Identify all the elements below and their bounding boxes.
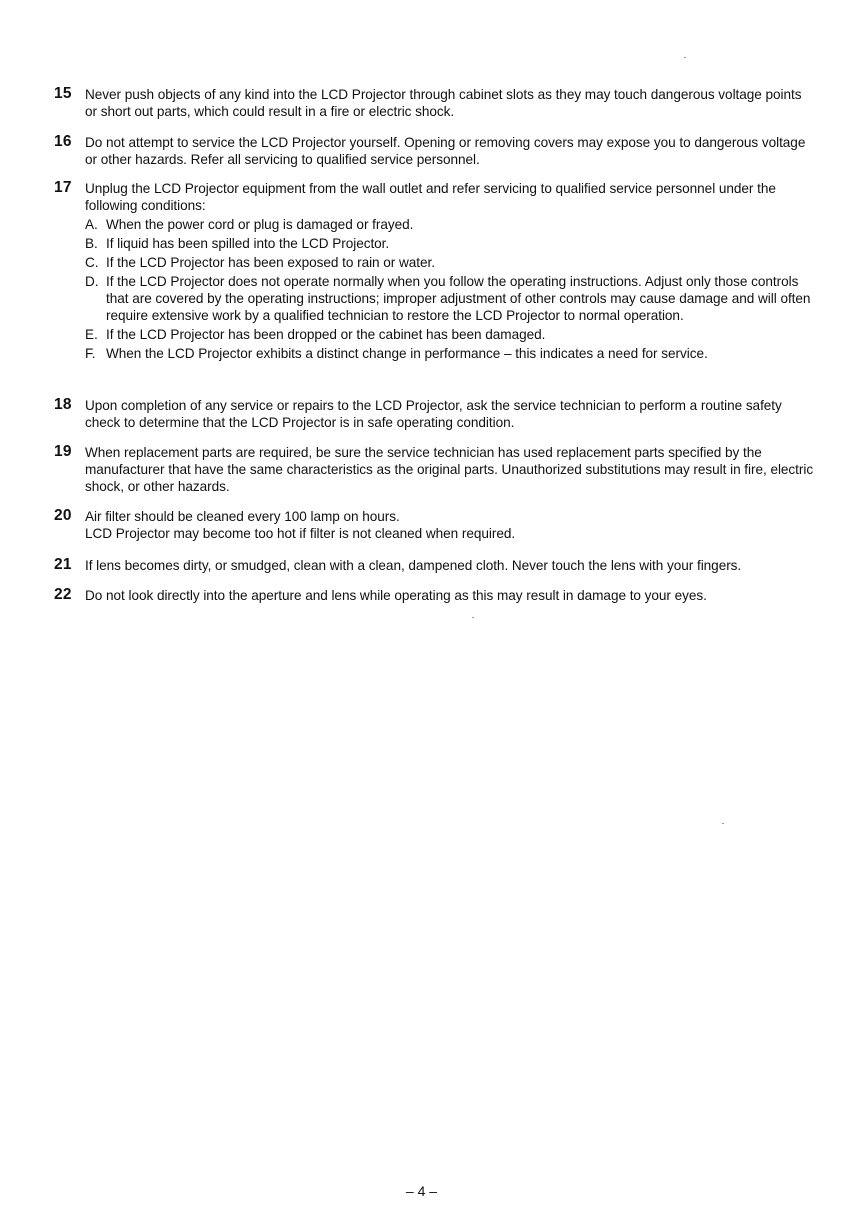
item-text: Never push objects of any kind into the LCD Projector through cabinet slots as they may touch dangerous voltage points or short out parts, which could result in a fire or electric shock. [85, 87, 802, 119]
condition-text: If the LCD Projector has been exposed to rain or water. [106, 255, 435, 270]
item-text: If lens becomes dirty, or smudged, clean with a clean, dampened cloth. Never touch the lens with your fingers. [85, 558, 742, 573]
condition-item-a [85, 216, 814, 233]
item-number: 17 [54, 179, 72, 196]
condition-letter: A. [85, 217, 98, 232]
item-number: 20 [54, 507, 72, 524]
safety-item-20 [54, 508, 814, 542]
safety-item-22 [54, 587, 814, 604]
scan-speck [684, 57, 686, 58]
condition-text: When the LCD Projector exhibits a distinct change in performance – this indicates a need for service. [106, 346, 708, 361]
item-number: 16 [54, 133, 72, 150]
safety-item-21 [54, 557, 814, 574]
item-number: 19 [54, 443, 72, 460]
condition-list [54, 216, 814, 362]
safety-item-16 [54, 134, 814, 168]
item-text: Air filter should be cleaned every 100 lamp on hours. [85, 509, 400, 524]
condition-text: If liquid has been spilled into the LCD Projector. [106, 236, 390, 251]
condition-text: If the LCD Projector has been dropped or the cabinet has been damaged. [106, 327, 546, 342]
scan-speck [472, 617, 474, 618]
item-number: 18 [54, 396, 72, 413]
condition-item-c [85, 254, 814, 271]
item-text-second-line: LCD Projector may become too hot if filter is not cleaned when required. [85, 526, 516, 541]
condition-letter: F. [85, 346, 96, 361]
condition-letter: E. [85, 327, 98, 342]
item-text: Do not look directly into the aperture and lens while operating as this may result in damage to your eyes. [85, 588, 707, 603]
safety-item-17 [54, 180, 814, 364]
condition-letter: B. [85, 236, 98, 251]
condition-letter: C. [85, 255, 99, 270]
condition-text: If the LCD Projector does not operate normally when you follow the operating instructions. Adjust only those controls that are covered by the operating instructions; improper adjustment of other controls may cause damage and will often require extensive work by a qualified technician to restore the LCD Projector to normal operation. [106, 274, 811, 323]
item-number: 21 [54, 556, 72, 573]
condition-item-e [85, 326, 814, 343]
item-text: Upon completion of any service or repairs to the LCD Projector, ask the service technician to perform a routine safety check to determine that the LCD Projector is in safe operating condition. [85, 398, 782, 430]
condition-item-d [85, 273, 814, 324]
safety-item-18 [54, 397, 814, 431]
item-text: When replacement parts are required, be sure the service technician has used replacement parts specified by the manufacturer that have the same characteristics as the original parts. Unauthorized substitutions may result in fire, electric shock, or other hazards. [85, 445, 814, 494]
scan-speck [722, 823, 724, 824]
item-text: Unplug the LCD Projector equipment from the wall outlet and refer servicing to qualified service personnel under the following conditions: [85, 181, 776, 213]
condition-text: When the power cord or plug is damaged or frayed. [106, 217, 414, 232]
condition-item-b [85, 235, 814, 252]
condition-item-f [85, 345, 814, 362]
item-text: Do not attempt to service the LCD Projector yourself. Opening or removing covers may expose you to dangerous voltage or other hazards. Refer all servicing to qualified service personnel. [85, 135, 806, 167]
page-number: – 4 – [405, 1183, 438, 1199]
condition-letter: D. [85, 274, 99, 289]
safety-item-19 [54, 444, 814, 495]
item-number: 22 [54, 586, 72, 603]
safety-item-15 [54, 86, 814, 120]
item-number: 15 [54, 85, 72, 102]
